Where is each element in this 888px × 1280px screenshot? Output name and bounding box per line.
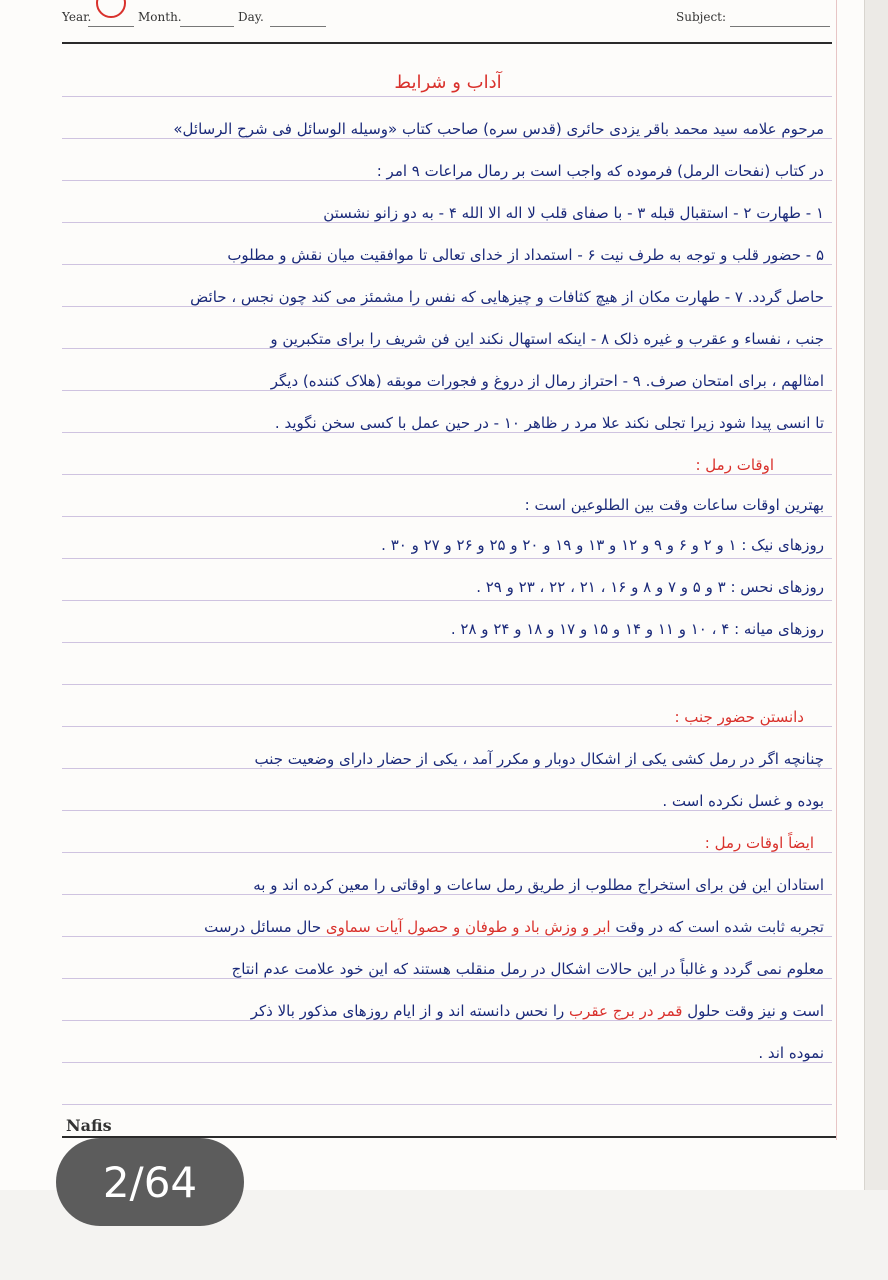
intro-line-1: مرحوم علامه سید محمد باقر یزدی حائری (قدس سره) صاحب کتاب «وسیله الوسائل فی شرح الرسائل» [173,120,824,138]
year-line [88,26,134,27]
day-label: Day. [238,10,264,24]
times2-line-4 [72,1000,824,1022]
junub-line-1: چنانچه اگر در رمل کشی یکی از اشکال دوبار و مکرر آمد ، یکی از حضار دارای وضعیت جنب [254,750,824,768]
footer-brand: Nafis [66,1116,112,1135]
intro-line-7: امثالهم ، برای امتحان صرف. ۹ - احتراز رمال از دروغ و فجورات موبقه (هلاک کننده) دیگر [270,372,824,390]
ruled-line [62,600,832,601]
times2-line-4-a: است و نیز وقت حلول [682,1002,824,1020]
top-rule [62,42,832,44]
bad-days-line: روزهای نحس : ۳ و ۵ و ۷ و ۸ و ۱۶ ، ۲۱ ، ۲۲ ، ۲۳ و ۲۹ . [476,578,824,596]
intro-line-6: جنب ، نفساء و عقرب و غیره ذلک ۸ - اینکه استهال نکند این فن شریف را برای متکبرین و [270,330,824,348]
times2-line-2-red: ابر و وزش باد و طوفان و حصول آیات سماوی [325,918,611,936]
ruled-line [62,516,832,517]
margin-line [836,0,837,1140]
times2-line-4-b: را نحس دانسته اند و از ایام روزهای مذکور بالا ذکر [250,1002,570,1020]
ruled-line [62,1104,832,1105]
times2-line-4-red: قمر در برج عقرب [569,1002,683,1020]
page-counter: 2/64 [56,1138,244,1226]
month-label: Month. [138,10,182,24]
ruled-line [62,558,832,559]
intro-line-8: تا انسی پیدا شود زیرا تجلی نکند علا مرد ر ظاهر ۱۰ - در حین عمل با کسی سخن نگوید . [274,414,824,432]
times2-line-3: معلوم نمی گردد و غالباً در این حالات اشکال در رمل منقلب هستند که این خود علامت عدم انتاج [231,960,824,978]
page-title: آداب و شرایط [394,72,502,93]
times-line-1: بهترین اوقات ساعات وقت بین الطلوعین است : [524,496,824,514]
ruled-line [62,642,832,643]
junub-line-2: بوده و غسل نکرده است . [662,792,824,810]
subject-line [730,26,830,27]
intro-line-4: ۵ - حضور قلب و توجه به طرف نیت ۶ - استمداد از خدای تعالی تا موافقیت میان نقش و مطلوب [227,246,824,264]
page-header [0,0,864,42]
day-line [270,26,326,27]
times-heading: اوقات رمل : [695,456,774,474]
times2-line-5: نموده اند . [758,1044,824,1062]
year-label: Year. [62,10,92,24]
good-days-line: روزهای نیک : ۱ و ۲ و ۶ و ۹ و ۱۲ و ۱۳ و ۱۹ و ۲۰ و ۲۵ و ۲۶ و ۲۷ و ۳۰ . [381,536,824,554]
page-edge [864,0,888,1190]
stamp-mark [96,0,126,18]
ruled-line [62,684,832,685]
mid-days-line: روزهای میانه : ۴ ، ۱۰ و ۱۱ و ۱۴ و ۱۵ و ۱۷ و ۱۸ و ۲۴ و ۲۸ . [450,620,824,638]
times2-line-2-a: تجربه ثابت شده است که در وقت [610,918,824,936]
intro-line-5: حاصل گردد. ۷ - طهارت مکان از هیچ کثافات و چیزهایی که نفس را مشمئز می کند چون نجس ، حائض [190,288,824,306]
intro-line-2: در کتاب (نفحات الرمل) فرموده که واجب است بر رمال مراعات ۹ امر : [376,162,824,180]
times2-heading: ایضاً اوقات رمل : [704,834,814,852]
junub-heading: دانستن حضور جنب : [674,708,804,726]
times2-line-2-b: حال مسائل درست [204,918,326,936]
times2-line-1: استادان این فن برای استخراج مطلوب از طریق رمل ساعات و اوقاتی را معین کرده اند و به [253,876,824,894]
intro-line-3: ۱ - طهارت ۲ - استقبال قبله ۳ - با صفای قلب لا اله الا الله ۴ - به دو زانو نشستن [323,204,824,222]
subject-label: Subject: [676,10,727,24]
month-line [180,26,234,27]
ruled-line [62,96,832,97]
times2-line-2 [72,916,824,938]
